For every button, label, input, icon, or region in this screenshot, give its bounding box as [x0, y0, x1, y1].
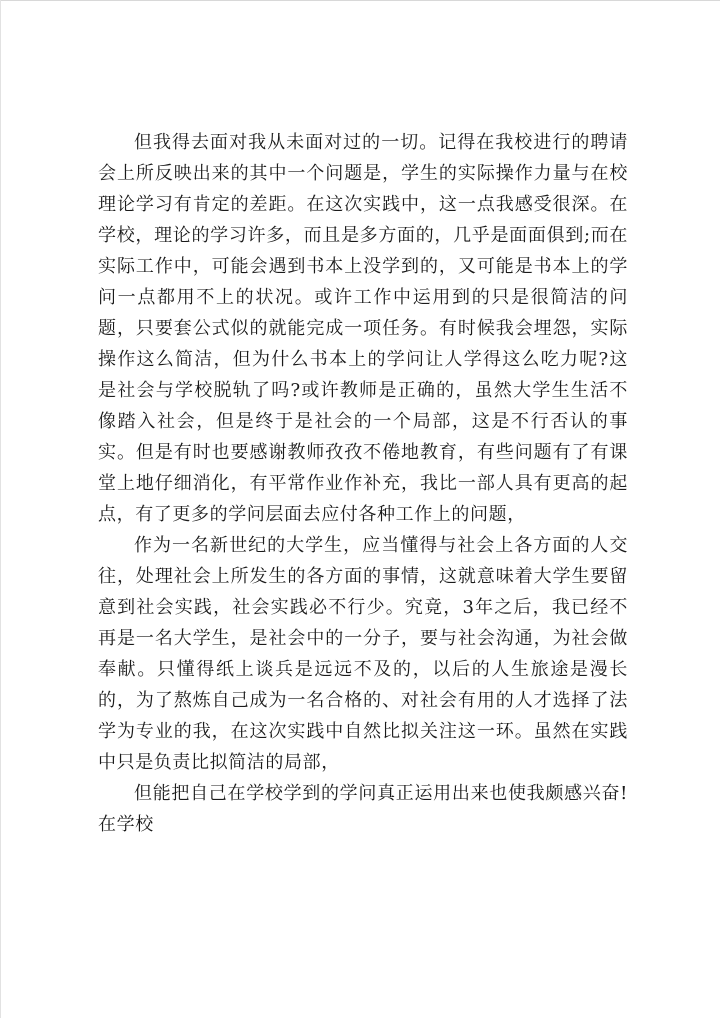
page-top-border — [0, 0, 720, 1]
paragraph-2: 作为一名新世纪的大学生，应当懂得与社会上各方面的人交往，处理社会上所发生的各方面的事情，这就意味着大学生要留意到社会实践，社会实践必不行少。究竟，3年之后，我已经不再是一名大学生，是社会中的一分子，要与社会沟通，为社会做奉献。只懂得纸上谈兵是远远不及的，以后的人生旅途是漫长的，为了熬炼自己成为一名合格的、对社会有用的人才选择了法学为专业的我，在这次实践中自然比拟关注这一环。虽然在实践中只是负责比拟简洁的局部， — [98, 535, 628, 773]
body-text — [98, 127, 628, 840]
page-left-border — [0, 0, 1, 1018]
paragraph-1: 但我得去面对我从未面对过的一切。记得在我校进行的聘请会上所反映出来的其中一个问题是，学生的实际操作力量与在校理论学习有肯定的差距。在这次实践中，这一点我感受很深。在学校，理论的学习许多，而且是多方面的，几乎是面面俱到;而在实际工作中，可能会遇到书本上没学到的，又可能是书本上的学问一点都用不上的状况。或许工作中运用到的只是很简洁的问题，只要套公式似的就能完成一项任务。有时候我会埋怨，实际操作这么简洁，但为什么书本上的学问让人学得这么吃力呢?这是社会与学校脱轨了吗?或许教师是正确的，虽然大学生生活不像踏入社会，但是终于是社会的一个局部，这是不行否认的事实。但是有时也要感谢教师孜孜不倦地教育，有些问题有了有课堂上地仔细消化，有平常作业作补充，我比一部人具有更高的起点，有了更多的学问层面去应付各种工作上的问题， — [98, 132, 628, 525]
paragraph-3: 但能把自己在学校学到的学问真正运用出来也使我颇感兴奋!在学校 — [98, 783, 628, 835]
